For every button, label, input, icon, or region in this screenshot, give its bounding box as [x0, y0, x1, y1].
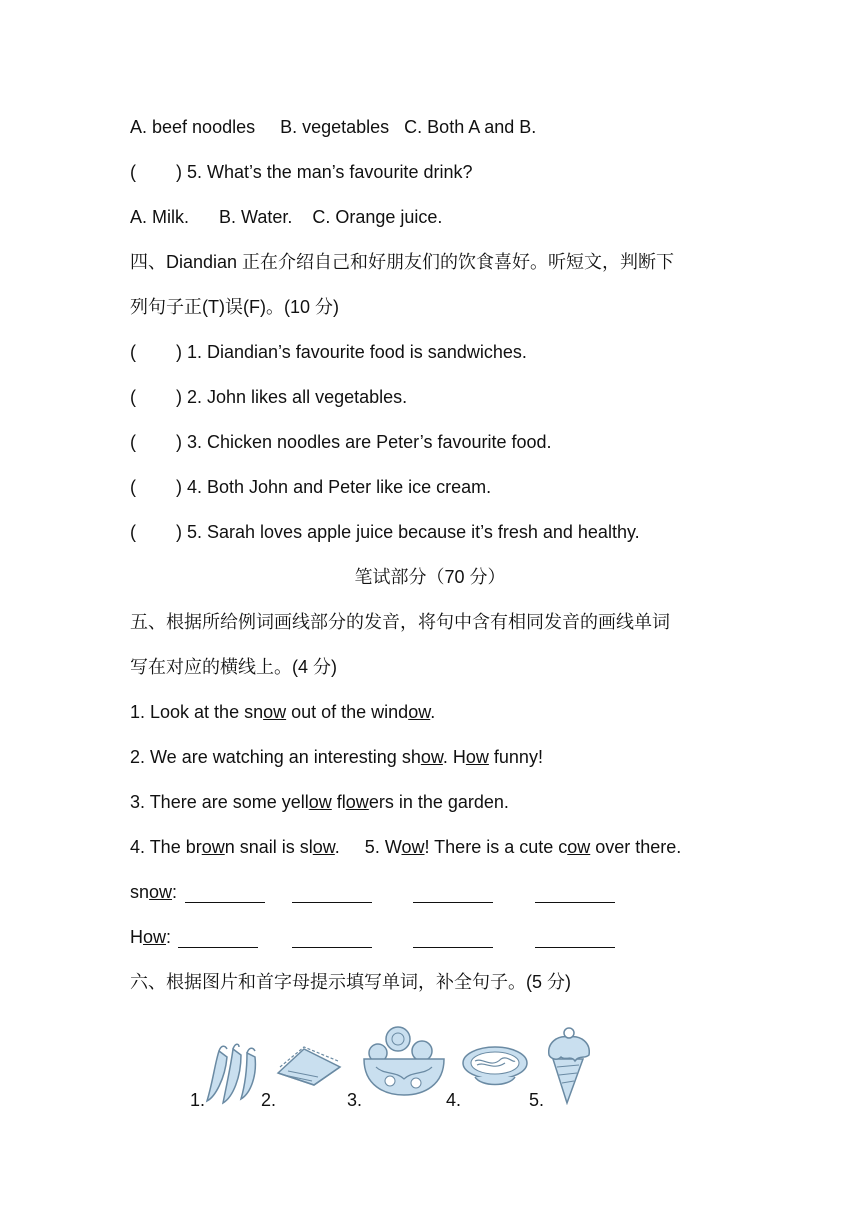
- salad-bowl-icon: [360, 1023, 448, 1099]
- picture-number-5: 5.: [529, 1090, 545, 1110]
- answer-blank[interactable]: [413, 929, 493, 948]
- food-pictures: [0, 1015, 860, 1125]
- q3-4-options: A. beef noodles B. vegetables C. Both A and B.: [130, 117, 537, 137]
- answer-blank[interactable]: [535, 884, 615, 903]
- noodles-bowl-icon: [461, 1043, 529, 1091]
- picture-number-4: 4.: [446, 1090, 462, 1110]
- sandwich-icon: [274, 1045, 344, 1089]
- answer-blank[interactable]: [535, 929, 615, 948]
- picture-number-3: 3.: [347, 1090, 363, 1110]
- section4-item-1: ( ) 1. Diandian’s favourite food is sandwiches.: [130, 342, 527, 362]
- section6-title: 六、根据图片和首字母提示填写单词，补全句子。(5 分): [130, 972, 571, 992]
- ice-cream-cone-icon: [545, 1025, 593, 1105]
- picture-number-2: 2.: [261, 1090, 277, 1110]
- section5-sentence-1: 1. Look at the snow out of the window.: [130, 702, 436, 722]
- picture-number-1: 1.: [190, 1090, 206, 1110]
- section4-item-3: ( ) 3. Chicken noodles are Peter’s favourite food.: [130, 432, 552, 452]
- q3-5-options: A. Milk. B. Water. C. Orange juice.: [130, 207, 443, 227]
- section5-title-line1: 五、根据所给例词画线部分的发音，将句中含有相同发音的画线单词: [130, 612, 670, 632]
- section4-item-5: ( ) 5. Sarah loves apple juice because it’s fresh and healthy.: [130, 522, 640, 542]
- q3-5-question: ( ) 5. What’s the man’s favourite drink?: [130, 162, 473, 182]
- section5-title-line2: 写在对应的横线上。(4 分): [130, 657, 337, 677]
- answer-blank[interactable]: [413, 884, 493, 903]
- chili-peppers-icon: [205, 1043, 261, 1107]
- section4-item-4: ( ) 4. Both John and Peter like ice cream.: [130, 477, 492, 497]
- answer-blank[interactable]: [292, 884, 372, 903]
- answer-blank[interactable]: [185, 884, 265, 903]
- section4-title-line2: 列句子正(T)误(F)。(10 分): [130, 297, 339, 317]
- answer-row-snow: snow:: [130, 882, 178, 902]
- written-part-heading: 笔试部分（70 分）: [354, 567, 506, 587]
- answer-blank[interactable]: [292, 929, 372, 948]
- section4-title-line1: 四、Diandian 正在介绍自己和好朋友们的饮食喜好。听短文，判断下: [130, 252, 675, 272]
- section5-sentence-2: 2. We are watching an interesting show. How funny!: [130, 747, 543, 767]
- section4-item-2: ( ) 2. John likes all vegetables.: [130, 387, 408, 407]
- section5-sentence-4-5: 4. The brown snail is slow. 5. Wow! There is a cute cow over there.: [130, 837, 682, 857]
- answer-row-how: How:: [130, 927, 172, 947]
- section5-sentence-3: 3. There are some yellow flowers in the garden.: [130, 792, 509, 812]
- answer-blank[interactable]: [178, 929, 258, 948]
